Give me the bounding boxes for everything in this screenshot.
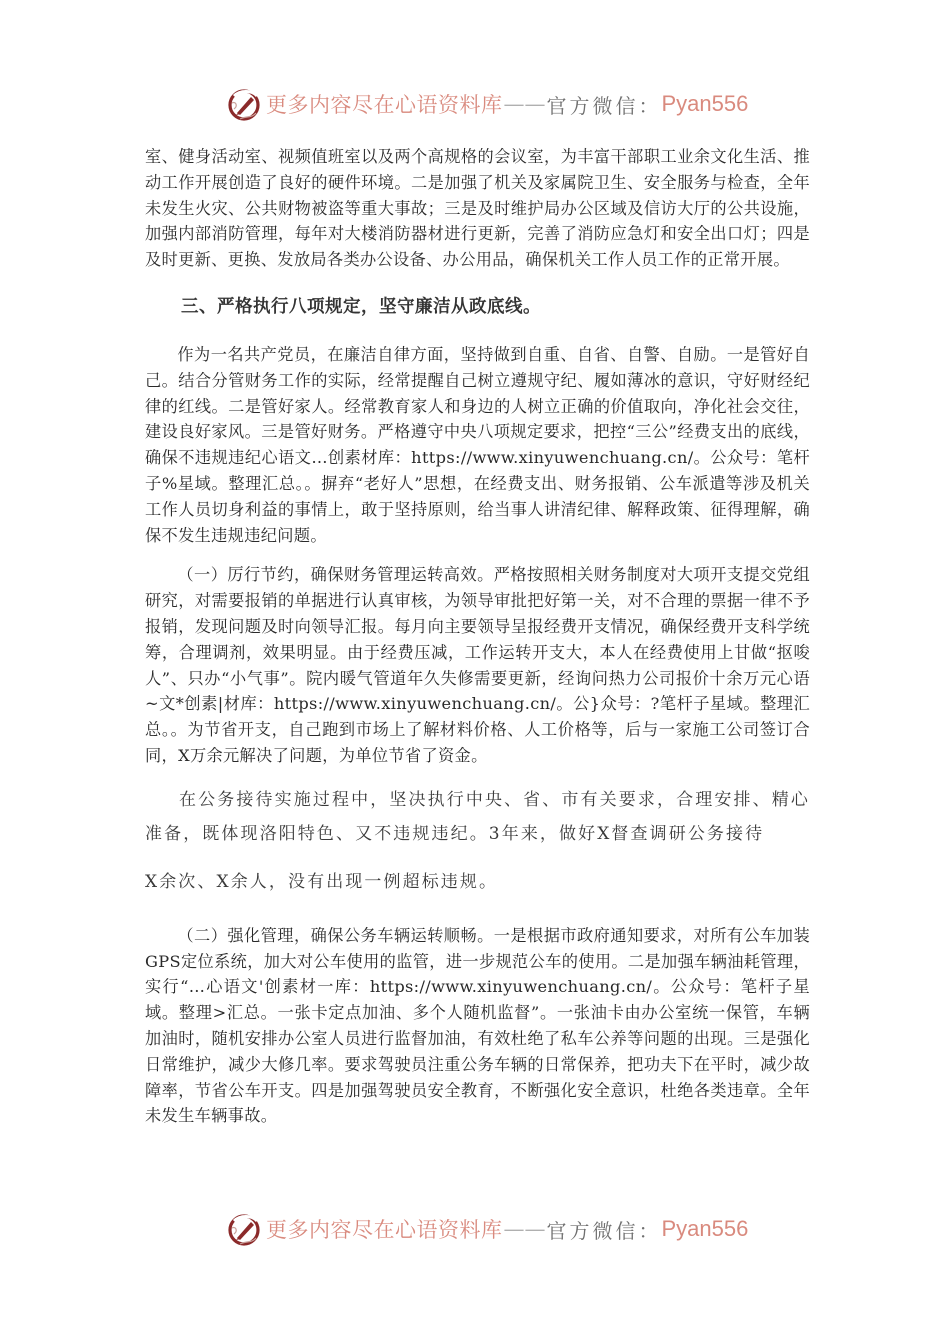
watermark-dash: —— bbox=[503, 1217, 546, 1241]
watermark-wechat-id: Pyan556 bbox=[661, 91, 749, 116]
document-body bbox=[145, 144, 810, 1129]
watermark-dash: —— bbox=[503, 92, 546, 116]
watermark-main-text: 更多内容尽在心语资料库 bbox=[266, 1218, 503, 1242]
watermark-wechat-id: Pyan556 bbox=[661, 1216, 749, 1241]
reception-paragraph-main: 在公务接待实施过程中，坚决执行中央、省、市有关要求，合理安排、精心准备，既体现洛阳特色、又不违规违纪。3年来，做好X督查调研公务接待 bbox=[145, 789, 810, 844]
header-watermark bbox=[226, 84, 749, 124]
continuation-paragraph: 室、健身活动室、视频值班室以及两个高规格的会议室，为丰富干部职工业余文化生活、推动工作开展创造了良好的硬件环境。二是加强了机关及家属院卫生、安全服务与检查，全年未发生火灾、公共财物被盗等重大事故；三是及时维护局办公区域及信访大厅的公共设施，加强内部消防管理，每年对大楼消防器材进行更新，完善了消防应急灯和安全出口灯；四是及时更新、更换、发放局各类办公设备、办公用品，确保机关工作人员工作的正常开展。 bbox=[145, 147, 810, 270]
watermark-wechat-label: 官方微信： bbox=[546, 93, 662, 118]
section-heading: 三、严格执行八项规定，坚守廉洁从政底线。 bbox=[181, 296, 541, 317]
quill-pen-logo-icon bbox=[226, 1211, 262, 1247]
watermark-wechat-label: 官方微信： bbox=[546, 1218, 662, 1243]
finance-paragraph: （一）厉行节约，确保财务管理运转高效。严格按照相关财务制度对大项开支提交党组研究，对需要报销的单据进行认真审核，为领导审批把好第一关，对不合理的票据一律不予报销，发现问题及时向领导汇报。每月向主要领导呈报经费开支情况，确保经费开支科学统筹，合理调剂，效果明显。由于经费压减，工作运转开支大，本人在经费使用上甘做“抠唆人”、只办“小气事”。院内暖气管道年久失修需要更新，经询问热力公司报价十余万元心语~文*创素|材库：https://www.xinyuwenchuang.cn/。公}众号：?笔杆子星域。整理汇总。。为节省开支，自己跑到市场上了解材料价格、人工价格等，后与一家施工公司签订合同，X万余元解决了问题，为单位节省了资金。 bbox=[145, 565, 810, 765]
reception-paragraph-last-line: X余次、X余人，没有出现一例超标违规。 bbox=[145, 871, 499, 892]
vehicle-paragraph: （二）强化管理，确保公务车辆运转顺畅。一是根据市政府通知要求，对所有公车加装GPS定位系统，加大对公车使用的监管，进一步规范公车的使用。二是加强车辆油耗管理，实行“…心语文'创素材一库：https://www.xinyuwenchuang.cn/。公众号：笔杆子星域。整理>汇总。一张卡定点加油、多个人随机监督”。一张油卡由办公室统一保管，车辆加油时，随机安排办公室人员进行监督加油，有效杜绝了私车公养等问题的出现。三是强化日常维护，减少大修几率。要求驾驶员注重公务车辆的日常保养，把功夫下在平时，减少故障率，节省公车开支。四是加强驾驶员安全教育，不断强化安全意识，杜绝各类违章。全年未发生车辆事故。 bbox=[145, 925, 810, 1126]
footer-watermark bbox=[226, 1209, 749, 1249]
integrity-paragraph: 作为一名共产党员，在廉洁自律方面，坚持做到自重、自省、自警、自励。一是管好自己。结合分管财务工作的实际，经常提醒自己树立遵规守纪、履如薄冰的意识，守好财经纪律的红线。二是管好家人。经常教育家人和身边的人树立正确的价值取向，净化社会交往，建设良好家风。三是管好财务。严格遵守中央八项规定要求，把控“三公”经费支出的底线，确保不违规违纪心语文…创素材库：https://www.xinyuwenchuang.cn/。公众号：笔杆子%星域。整理汇总。。摒弃“老好人”思想，在经费支出、财务报销、公车派遣等涉及机关工作人员切身利益的事情上，敢于坚持原则，给当事人讲清纪律、解释政策、征得理解，确保不发生违规违纪问题。 bbox=[145, 344, 810, 545]
watermark-main-text: 更多内容尽在心语资料库 bbox=[266, 93, 503, 117]
reception-paragraph bbox=[145, 783, 810, 899]
quill-pen-logo-icon bbox=[226, 86, 262, 122]
